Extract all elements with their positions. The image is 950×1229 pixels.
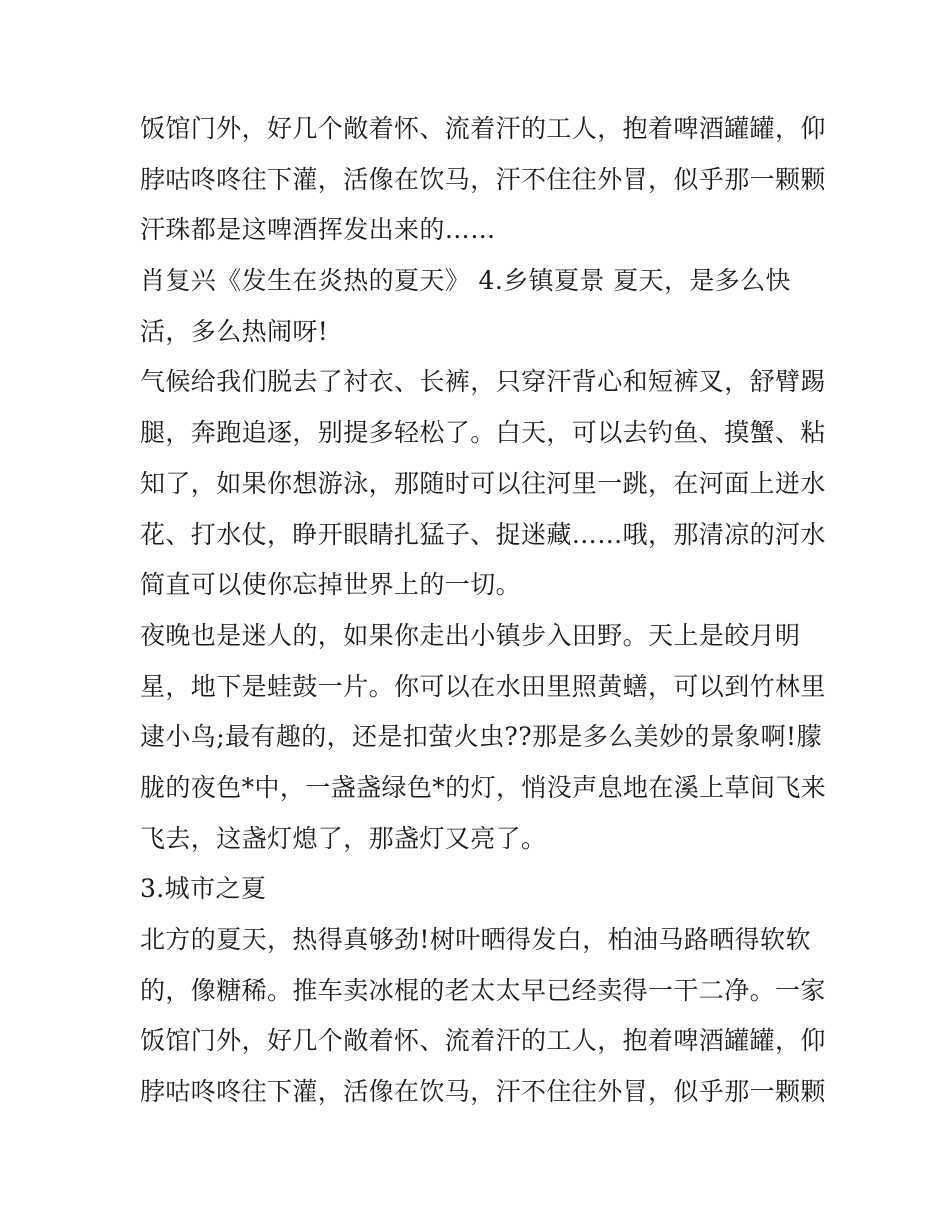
text-line: 气候给我们脱去了衬衣、长裤，只穿汗背心和短裤叉，舒臂踢 (140, 367, 826, 397)
text-line: 知了，如果你想游泳，那随时可以往河里一跳，在河面上迸水 (140, 468, 826, 498)
text-line: 活，多么热闹呀! (140, 316, 329, 346)
text-line: 简直可以使你忘掉世界上的一切。 (140, 570, 522, 600)
text-line: 逮小鸟;最有趣的，还是扣萤火虫??那是多么美妙的景象啊!朦 (140, 722, 822, 752)
text-line: 夜晚也是迷人的，如果你走出小镇步入田野。天上是皎月明 (140, 620, 801, 650)
text-line: 星，地下是蛙鼓一片。你可以在水田里照黄蟮，可以到竹林里 (140, 671, 826, 701)
text-line: 饭馆门外，好几个敞着怀、流着汗的工人，抱着啤酒罐罐，仰 (140, 1026, 826, 1056)
section-heading: 3.城市之夏 (140, 874, 267, 904)
text-line: 飞去，这盏灯熄了，那盏灯又亮了。 (140, 823, 547, 853)
text-line: 花、打水仗，睁开眼睛扎猛子、捉迷藏……哦，那清凉的河水 (140, 519, 826, 549)
text-line: 胧的夜色*中，一盏盏绿色*的灯，悄没声息地在溪上草间飞来 (140, 772, 827, 802)
text-line: 脖咕咚咚往下灌，活像在饮马，汗不住往外冒，似乎那一颗颗 (140, 164, 826, 194)
text-line: 饭馆门外，好几个敞着怀、流着汗的工人，抱着啤酒罐罐，仰 (140, 114, 826, 143)
body-text (140, 104, 830, 1118)
text-line: 脖咕咚咚往下灌，活像在饮马，汗不住往外冒，似乎那一颗颗 (140, 1077, 826, 1107)
text-line: 北方的夏天，热得真够劲!树叶晒得发白，柏油马路晒得软软 (140, 925, 811, 954)
text-line: 肖复兴《发生在炎热的夏天》 4.乡镇夏景 夏天，是多么快 (140, 266, 791, 296)
text-line: 的，像糖稀。推车卖冰棍的老太太早已经卖得一干二净。一家 (140, 975, 826, 1005)
text-line: 腿，奔跑追逐，别提多轻松了。白天，可以去钓鱼、摸蟹、粘 (140, 418, 826, 448)
text-line: 汗珠都是这啤酒挥发出来的…… (140, 215, 496, 245)
